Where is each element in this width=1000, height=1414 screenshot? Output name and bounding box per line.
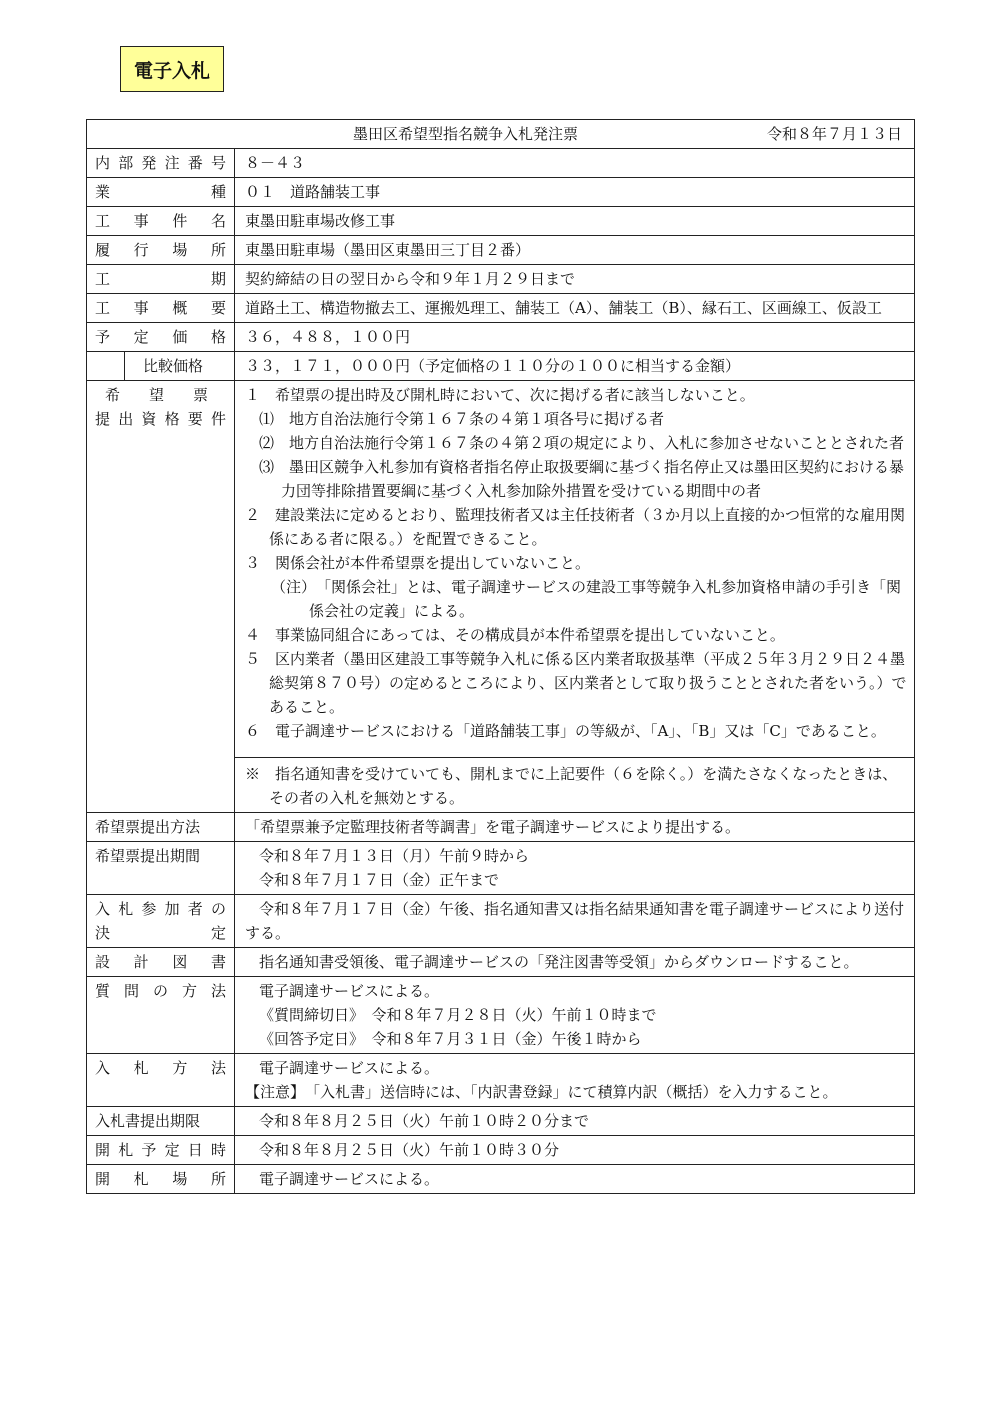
req-item-6: ６ 電子調達サービスにおける「道路舗装工事」の等級が、「A」、「B」又は「C」であること。 bbox=[245, 722, 886, 740]
row-opening-date bbox=[87, 1136, 915, 1165]
value-project: 東墨田駐車場改修工事 bbox=[235, 207, 915, 236]
label-requirements-line2: 提出資格要件 bbox=[95, 410, 226, 428]
row-project bbox=[87, 207, 915, 236]
bid-method-line1: 電子調達サービスによる。 bbox=[259, 1059, 440, 1077]
row-compare bbox=[87, 352, 915, 381]
row-bid-deadline bbox=[87, 1107, 915, 1136]
order-form-table bbox=[86, 119, 915, 1194]
value-location: 東墨田駐車場（墨田区東墨田三丁目２番） bbox=[235, 236, 915, 265]
row-order-no bbox=[87, 149, 915, 178]
value-category: ０１ 道路舗装工事 bbox=[235, 178, 915, 207]
label-requirements bbox=[87, 381, 235, 813]
req-item-3-note: （注） 「関係会社」とは、電子調達サービスの建設工事等競争入札参加資格申請の手引き「関係会社の定義」による。 bbox=[271, 578, 902, 620]
value-overview: 道路土工、構造物撤去工、運搬処理工、舗装工（A）、舗装工（B）、縁石工、区画線工、仮設工 bbox=[235, 294, 915, 323]
submit-period-line1: 令和８年７月１３日（月）午前９時から bbox=[259, 847, 530, 865]
value-opening-date: 令和８年８月２５日（火）午前１０時３０分 bbox=[235, 1136, 915, 1165]
e-bid-badge: 電子入札 bbox=[120, 46, 224, 92]
label-price: 予定価格 bbox=[87, 323, 235, 352]
row-questions bbox=[87, 977, 915, 1054]
req-remark-wrap bbox=[235, 757, 914, 810]
req-item-1-3: ⑶ 墨田区競争入札参加有資格者指名停止取扱要綱に基づく指名停止又は墨田区契約における暴力団等排除措置要綱に基づく入札参加除外措置を受けている期間中の者 bbox=[259, 458, 905, 500]
value-drawings: 指名通知書受領後、電子調達サービスの「発注図書等受領」からダウンロードすること。 bbox=[235, 948, 915, 977]
req-item-1-1: ⑴ 地方自治法施行令第１６７条の４第１項各号に掲げる者 bbox=[259, 410, 665, 428]
value-price: ３６，４８８，１００円 bbox=[235, 323, 915, 352]
row-price bbox=[87, 323, 915, 352]
req-item-1: １ 希望票の提出時及び開札時において、次に掲げる者に該当しないこと。 bbox=[245, 386, 755, 404]
value-period: 契約締結の日の翌日から令和９年１月２９日まで bbox=[235, 265, 915, 294]
row-participants bbox=[87, 895, 915, 948]
label-drawings: 設計図書 bbox=[87, 948, 235, 977]
req-item-2: ２ 建設業法に定めるとおり、監理技術者又は主任技術者（３か月以上直接的かつ恒常的な雇用関係にある者に限る。）を配置できること。 bbox=[245, 506, 906, 548]
row-submit-period bbox=[87, 842, 915, 895]
label-questions: 質問の方法 bbox=[87, 977, 235, 1054]
row-opening-place bbox=[87, 1165, 915, 1194]
value-opening-place: 電子調達サービスによる。 bbox=[235, 1165, 915, 1194]
label-category: 業種 bbox=[87, 178, 235, 207]
label-project: 工事件名 bbox=[87, 207, 235, 236]
title-row bbox=[87, 120, 915, 149]
row-requirements bbox=[87, 381, 915, 813]
row-period bbox=[87, 265, 915, 294]
label-overview: 工事概要 bbox=[87, 294, 235, 323]
row-category bbox=[87, 178, 915, 207]
row-location bbox=[87, 236, 915, 265]
row-drawings bbox=[87, 948, 915, 977]
value-participants: 令和８年７月１７日（金）午後、指名通知書又は指名結果通知書を電子調達サービスにより送付する。 bbox=[235, 895, 915, 948]
bid-method-line2: 【注意】 「入札書」送信時には、「内訳書登録」にて積算内訳（概括）を入力すること。 bbox=[245, 1083, 838, 1101]
label-participants-line2: 決定 bbox=[95, 924, 226, 942]
label-order-no: 内部発注番号 bbox=[87, 149, 235, 178]
value-submit-period bbox=[235, 842, 915, 895]
value-order-no: ８－４３ bbox=[235, 149, 915, 178]
req-item-3: ３ 関係会社が本件希望票を提出していないこと。 bbox=[245, 554, 591, 572]
row-submit-method bbox=[87, 813, 915, 842]
label-submit-method: 希望票提出方法 bbox=[87, 813, 235, 842]
req-item-5: ５ 区内業者（墨田区建設工事等競争入札に係る区内業者取扱基準（平成２５年３月２９日２４墨総契第８７０号）の定めるところにより、区内業者として取り扱うこととされた者をいう。）であること。 bbox=[245, 650, 907, 716]
label-period: 工期 bbox=[87, 265, 235, 294]
label-location: 履行場所 bbox=[87, 236, 235, 265]
value-bid-deadline: 令和８年８月２５日（火）午前１０時２０分まで bbox=[235, 1107, 915, 1136]
req-item-4: ４ 事業協同組合にあっては、その構成員が本件希望票を提出していないこと。 bbox=[245, 626, 785, 644]
questions-line1: 電子調達サービスによる。 bbox=[259, 982, 440, 1000]
req-item-1-2: ⑵ 地方自治法施行令第１６７条の４第２項の規定により、入札に参加させないこととされた者 bbox=[259, 434, 905, 452]
row-overview bbox=[87, 294, 915, 323]
value-submit-method: 「希望票兼予定監理技術者等調書」を電子調達サービスにより提出する。 bbox=[235, 813, 915, 842]
value-questions bbox=[235, 977, 915, 1054]
label-participants-line1: 入札参加者の bbox=[95, 900, 226, 918]
form-date: 令和８年７月１３日 bbox=[766, 125, 902, 143]
value-compare: ３３，１７１，０００円（予定価格の１１０分の１００に相当する金額） bbox=[235, 352, 915, 381]
label-opening-place: 開札場所 bbox=[87, 1165, 235, 1194]
row-bid-method bbox=[87, 1054, 915, 1107]
questions-line3: 《回答予定日》 令和８年７月３１日（金）午後１時から bbox=[259, 1030, 642, 1048]
submit-period-line2: 令和８年７月１７日（金）正午まで bbox=[259, 871, 500, 889]
label-participants bbox=[87, 895, 235, 948]
label-bid-deadline: 入札書提出期限 bbox=[87, 1107, 235, 1136]
label-opening-date: 開札予定日時 bbox=[87, 1136, 235, 1165]
req-remark: ※ 指名通知書を受けていても、開札までに上記要件（６を除く。）を満たさなくなったときは、その者の入札を無効とする。 bbox=[245, 765, 898, 807]
label-requirements-line1: 希望票 bbox=[105, 386, 208, 404]
value-requirements bbox=[235, 381, 915, 813]
label-submit-period: 希望票提出期間 bbox=[87, 842, 235, 895]
form-title: 墨田区希望型指名競争入札発注票 bbox=[353, 125, 579, 143]
label-compare: 比較価格 bbox=[124, 352, 234, 380]
label-bid-method: 入札方法 bbox=[87, 1054, 235, 1107]
value-bid-method bbox=[235, 1054, 915, 1107]
questions-line2: 《質問締切日》 令和８年７月２８日（火）午前１０時まで bbox=[259, 1006, 657, 1024]
label-compare-cell bbox=[87, 352, 235, 381]
